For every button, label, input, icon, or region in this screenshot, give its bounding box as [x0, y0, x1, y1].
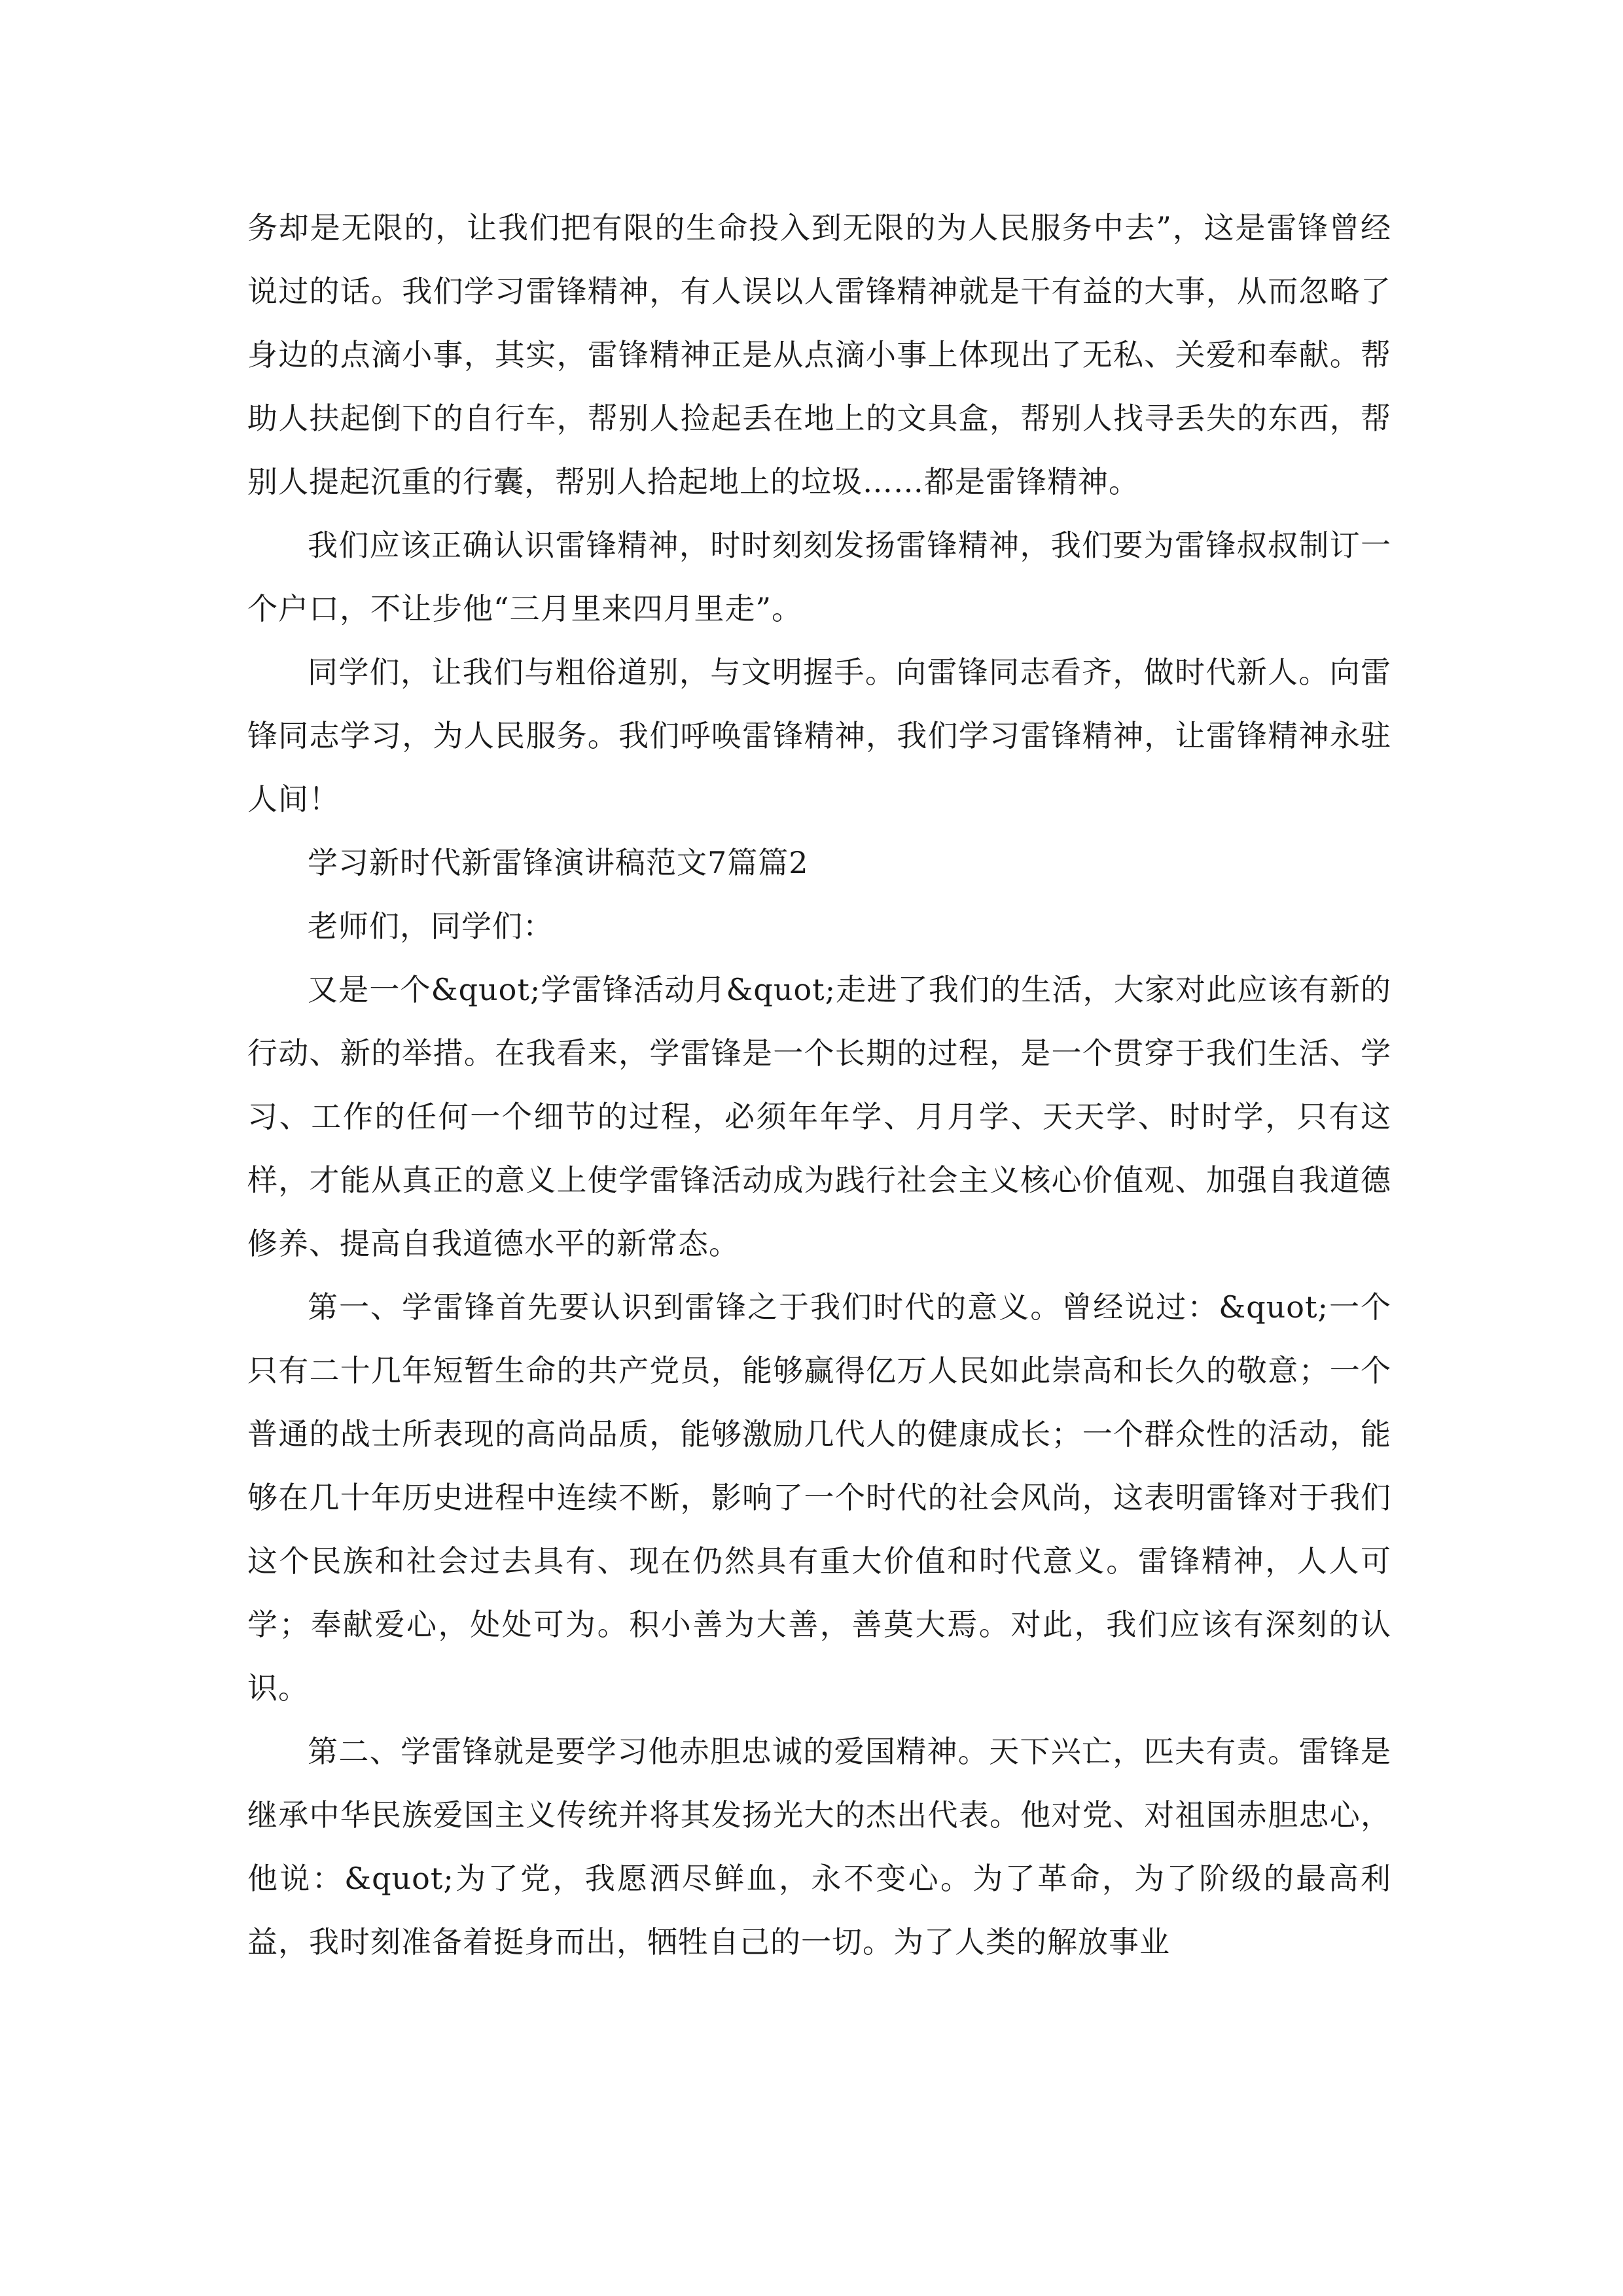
section-heading: 学习新时代新雷锋演讲稿范文7篇篇2	[308, 845, 809, 880]
salutation: 老师们，同学们：	[308, 908, 554, 944]
paragraph-call-to-classmates: 同学们，让我们与粗俗道别，与文明握手。向雷锋同志看齐，做时代新人。向雷锋同志学习，为人民服务。我们呼唤雷锋精神，我们学习雷锋精神，让雷锋精神永驻人间！	[247, 655, 1391, 817]
paragraph-correct-understanding: 我们应该正确认识雷锋精神，时时刻刻发扬雷锋精神，我们要为雷锋叔叔制订一个户口，不让步他“三月里来四月里走”。	[247, 528, 1391, 626]
paragraph-continuation: 务却是无限的，让我们把有限的生命投入到无限的为人民服务中去”，这是雷锋曾经说过的话。我们学习雷锋精神，有人误以人雷锋精神就是干有益的大事，从而忽略了身边的点滴小事，其实，雷锋精神正是从点滴小事上体现出了无私、关爱和奉献。帮助人扶起倒下的自行车，帮别人捡起丢在地上的文具盒，帮别人找寻丢失的东西，帮别人提起沉重的行囊，帮别人拾起地上的垃圾……都是雷锋精神。	[247, 210, 1391, 499]
paragraph-activity-month: 又是一个&quot;学雷锋活动月&quot;走进了我们的生活，大家对此应该有新的行动、新的举措。在我看来，学雷锋是一个长期的过程，是一个贯穿于我们生活、学习、工作的任何一个细节的过程，必须年年学、月月学、天天学、时时学，只有这样，才能从真正的意义上使学雷锋活动成为践行社会主义核心价值观、加强自我道德修养、提高自我道德水平的新常态。	[247, 972, 1391, 1261]
paragraph-point-two: 第二、学雷锋就是要学习他赤胆忠诚的爱国精神。天下兴亡，匹夫有责。雷锋是继承中华民族爱国主义传统并将其发扬光大的杰出代表。他对党、对祖国赤胆忠心，他说：&quot;为了党，我愿洒尽鲜血，永不变心。为了革命，为了阶级的最高利益，我时刻准备着挺身而出，牺牲自己的一切。为了人类的解放事业	[247, 1734, 1391, 1960]
paragraph-point-one: 第一、学雷锋首先要认识到雷锋之于我们时代的意义。曾经说过：&quot;一个只有二十几年短暂生命的共产党员，能够赢得亿万人民如此崇高和长久的敬意；一个普通的战士所表现的高尚品质，能够激励几代人的健康成长；一个群众性的活动，能够在几十年历史进程中连续不断，影响了一个时代的社会风尚，这表明雷锋对于我们这个民族和社会过去具有、现在仍然具有重大价值和时代意义。雷锋精神，人人可学；奉献爱心，处处可为。积小善为大善，善莫大焉。对此，我们应该有深刻的认识。	[247, 1289, 1391, 1706]
document-page	[247, 196, 1391, 1974]
